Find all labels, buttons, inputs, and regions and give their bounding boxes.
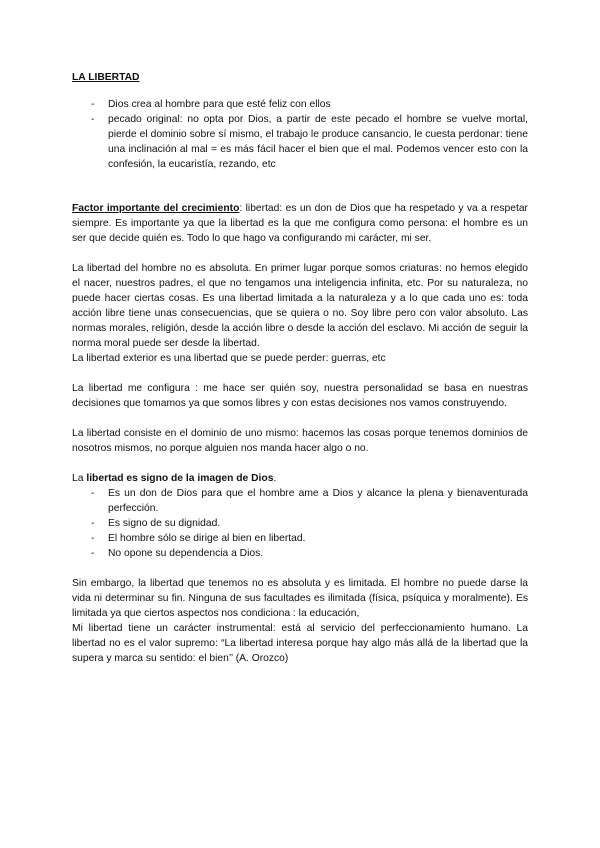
signo-suffix: . [273,473,277,484]
signo-bold: libertad es signo de la imagen de Dios [86,473,274,484]
factor-paragraph [72,201,528,246]
document-title: LA LIBERTAD [72,72,140,83]
signo-prefix: La [72,473,87,484]
paragraph-configura: La libertad me configura : me hace ser quién soy, nuestra personalidad se basa en nuestras decisiones que tomamos ya que somos libres y con estas decisiones nos vamos construyendo. [72,383,528,409]
paragraph-absoluta: La libertad del hombre no es absoluta. En primer lugar porque somos criaturas: no hemos elegido el nacer, nuestros padres, el que no tengamos una inteligencia infinita, etc. Por su naturaleza, no puede hacer ciertas cosas. Es una libertad limitada a la naturaleza y a lo que cada uno es: toda acción libre tiene unas consecuencias, que se quiera o no. Soy libre pero con valor absoluto. Las normas morales, religión, desde la acción libre o desde la acción del esclavo. Mi acción de seguir la norma moral puede ser desde la libertad. [72,263,528,349]
factor-heading: Factor importante del crecimiento [72,203,240,214]
paragraph-instrumental: Mi libertad tiene un carácter instrumental: está al servicio del perfeccionamiento humano. La libertad no es el valor supremo: “La libertad interesa porque hay algo más allá de la libertad que la supera y marca su sentido: el bien’’ (A. Orozco) [72,623,528,664]
paragraph-exterior: La libertad exterior es una libertad que se puede perder: guerras, etc [72,353,386,364]
list-item: - Es un don de Dios para que el hombre ame a Dios y alcance la plena y bienaventurada perfección. [91,486,528,516]
factor-text: : libertad: es un don de Dios que ha respetado y va a respetar siempre. Es importante ya que la libertad es la que me configura como persona: el hombre es un ser que decide quién es. Todo lo que hago va configurando mi carácter, mi ser. [72,203,528,244]
list-item: - pecado original: no opta por Dios, a partir de este pecado el hombre se vuelve mortal, pierde el dominio sobre sí mismo, el trabajo le produce cansancio, le cuesta perdonar: tiene una inclinación al mal = es más fácil hacer el bien que el mal. Podemos vencer esto con la confesión, la eucaristía, rezando, etc [91,112,528,172]
paragraph-embargo: Sin embargo, la libertad que tenemos no es absoluta y es limitada. El hombre no puede darse la vida ni determinar su fin. Ninguna de sus facultades es ilimitada (física, psíquica y moralmente). Es limitada ya que ciertos aspectos nos condiciona : la educación, [72,578,528,619]
list-item: - El hombre sólo se dirige al bien en libertad. [91,531,528,546]
paragraph-dominio: La libertad consiste en el dominio de uno mismo: hacemos las cosas porque tenemos dominios de nosotros mismos, no porque alguien nos manda hacer algo o no. [72,428,528,454]
signo-list [72,486,528,561]
list-item: - Dios crea al hombre para que esté feliz con ellos [91,97,528,112]
intro-list [72,97,528,172]
list-item: - Es signo de su dignidad. [91,516,528,531]
list-item: - No opone su dependencia a Dios. [91,546,528,561]
signo-heading [72,471,528,486]
